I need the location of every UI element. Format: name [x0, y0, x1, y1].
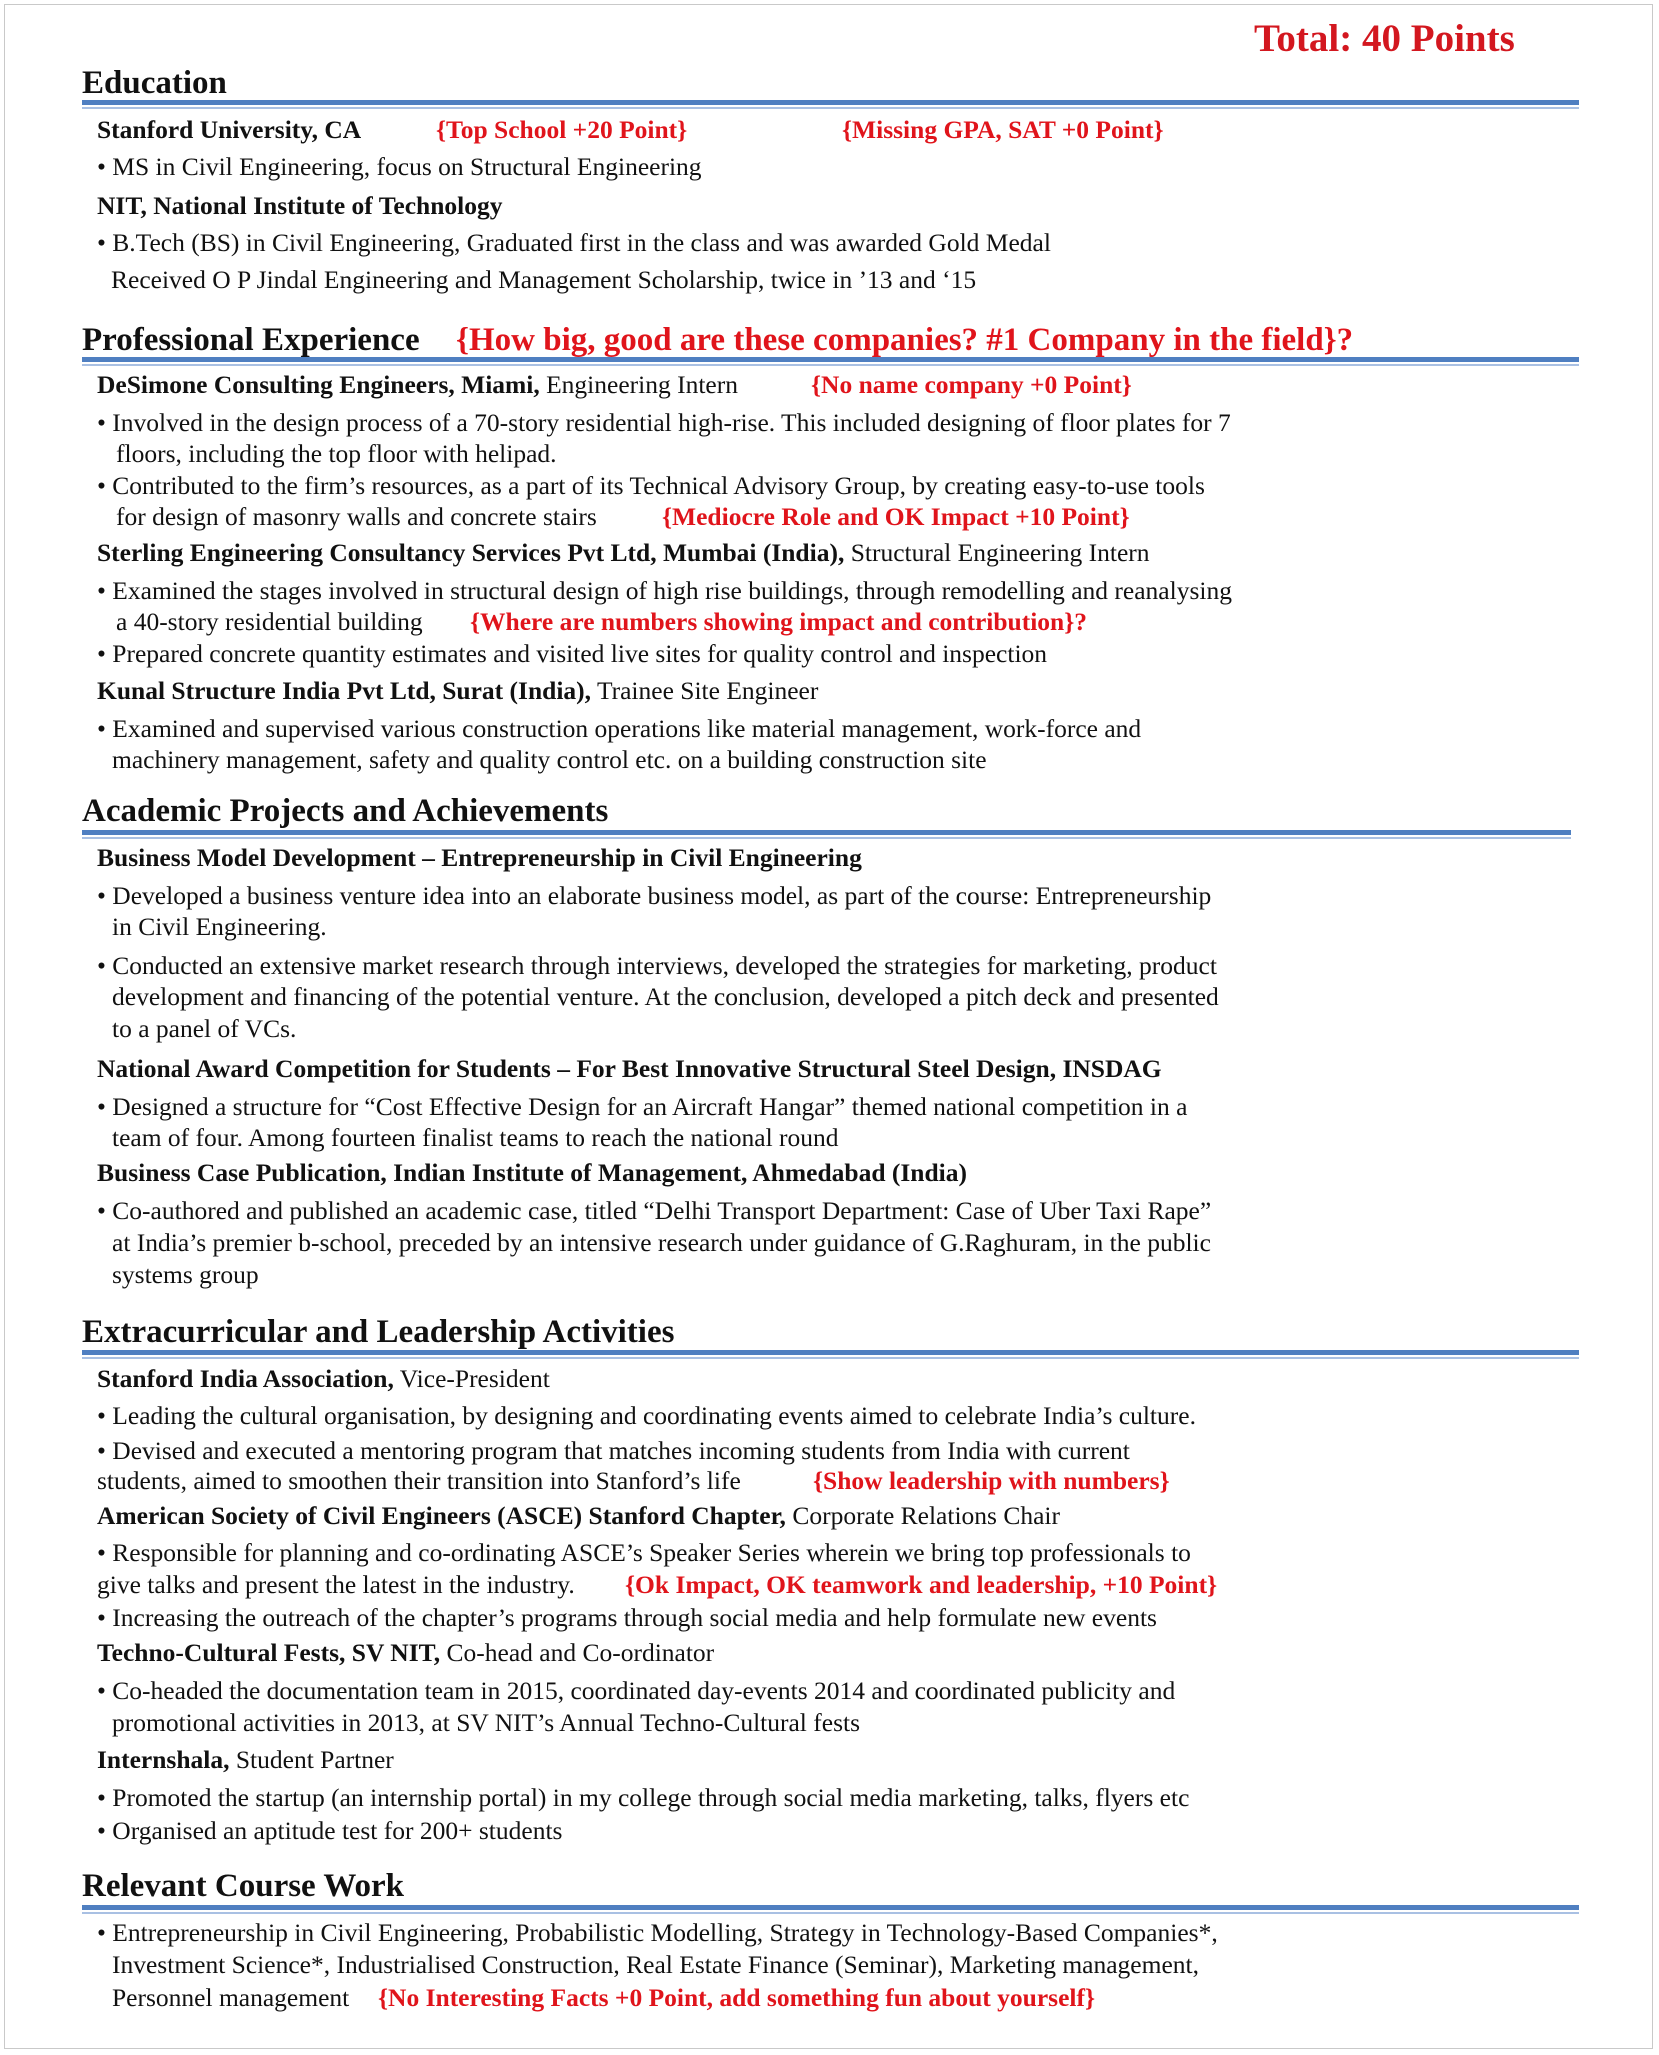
bullet: • Increasing the outreach of the chapter’s programs through social media and help formulate new events	[97, 1603, 1157, 1632]
bullet-continuation	[112, 1983, 1096, 2013]
entry-role: Vice-President	[393, 1364, 550, 1393]
section-title-education: Education	[82, 65, 227, 101]
entry-heading	[97, 370, 1132, 400]
entry-org: Sterling Engineering Consultancy Services Pvt Ltd, Mumbai (India),	[97, 538, 845, 567]
entry-org: Techno-Cultural Fests, SV NIT,	[97, 1638, 441, 1667]
entry-org: Stanford India Association,	[97, 1364, 394, 1393]
entry-role: Co-head and Co-ordinator	[440, 1638, 715, 1667]
entry-title: National Award Competition for Students – For Best Innovative Structural Steel Design, INSDAG	[97, 1054, 1162, 1083]
bullet: • Examined and supervised various construction operations like material management, work-force and	[97, 714, 1142, 743]
bullet: • Entrepreneurship in Civil Engineering, Probabilistic Modelling, Strategy in Technology-Based Companies*,	[97, 1918, 1218, 1947]
bullet: • Leading the cultural organisation, by designing and coordinating events aimed to celebrate India’s culture.	[97, 1401, 1196, 1430]
bullet: • Promoted the startup (an internship portal) in my college through social media marketing, talks, flyers etc	[97, 1783, 1190, 1812]
bullet-continuation	[116, 607, 1088, 637]
bullet-continuation: development and financing of the potential venture. At the conclusion, developed a pitch deck and presented	[112, 982, 1219, 1011]
bullet-text: Personnel management	[112, 1983, 350, 2012]
bullet-continuation	[97, 1466, 1170, 1496]
bullet-continuation	[116, 502, 1130, 532]
bullet: • Designed a structure for “Cost Effective Design for an Aircraft Hangar” themed national competition in a	[97, 1092, 1188, 1121]
bullet-continuation: floors, including the top floor with helipad.	[116, 439, 557, 468]
score-note: {Ok Impact, OK teamwork and leadership, +10 Point}	[625, 1570, 1218, 1599]
bullet: • Examined the stages involved in structural design of high rise buildings, through remodelling and reanalysing	[97, 576, 1232, 605]
bullet: • MS in Civil Engineering, focus on Structural Engineering	[97, 152, 702, 181]
bullet: • Developed a business venture idea into an elaborate business model, as part of the course: Entrepreneurship	[97, 881, 1212, 910]
bullet: • Contributed to the firm’s resources, as a part of its Technical Advisory Group, by creating easy-to-use tools	[97, 471, 1205, 500]
bullet-continuation: to a panel of VCs.	[112, 1014, 297, 1043]
section-rule	[82, 1350, 1579, 1359]
bullet: • B.Tech (BS) in Civil Engineering, Graduated first in the class and was awarded Gold Medal	[97, 228, 1051, 257]
entry-org: American Society of Civil Engineers (ASCE) Stanford Chapter,	[97, 1501, 786, 1530]
entry-org: NIT, National Institute of Technology	[97, 191, 503, 220]
score-note: {Mediocre Role and OK Impact +10 Point}	[662, 502, 1130, 531]
bullet: • Conducted an extensive market research through interviews, developed the strategies for marketing, product	[97, 951, 1217, 980]
entry-role: Structural Engineering Intern	[844, 538, 1150, 567]
bullet: • Responsible for planning and co-ordinating ASCE’s Speaker Series wherein we bring top professionals to	[97, 1538, 1191, 1567]
score-note: {Show leadership with numbers}	[813, 1466, 1170, 1495]
score-note: {How big, good are these companies? #1 Company in the field}?	[456, 322, 1354, 358]
section-title-academic: Academic Projects and Achievements	[82, 793, 609, 829]
bullet-text: students, aimed to smoothen their transition into Stanford’s life	[97, 1466, 741, 1495]
bullet: • Prepared concrete quantity estimates and visited live sites for quality control and inspection	[97, 639, 1048, 668]
total-points: Total: 40 Points	[1254, 17, 1515, 60]
section-title-coursework: Relevant Course Work	[82, 1868, 405, 1904]
bullet-continuation: team of four. Among fourteen finalist teams to reach the national round	[112, 1123, 839, 1152]
entry-heading	[97, 1638, 714, 1668]
bullet-continuation: machinery management, safety and quality control etc. on a building construction site	[112, 745, 987, 774]
entry-org: Internshala,	[97, 1745, 230, 1774]
bullet-continuation: systems group	[112, 1260, 259, 1289]
bullet-continuation: Received O P Jindal Engineering and Management Scholarship, twice in ’13 and ‘15	[111, 265, 977, 294]
bullet-text: give talks and present the latest in the industry.	[97, 1570, 575, 1599]
section-rule	[82, 357, 1579, 366]
score-note: {Top School +20 Point}	[436, 115, 688, 144]
entry-role: Corporate Relations Chair	[785, 1501, 1061, 1530]
entry-heading	[97, 538, 1150, 568]
entry-heading	[97, 1364, 550, 1394]
bullet-text: a 40-story residential building	[116, 607, 423, 636]
entry-title: Business Case Publication, Indian Institute of Management, Ahmedabad (India)	[97, 1158, 967, 1187]
entry-org: Kunal Structure India Pvt Ltd, Surat (India),	[97, 676, 592, 705]
entry-role: Engineering Intern	[539, 370, 738, 399]
bullet: • Involved in the design process of a 70-story residential high-rise. This included designing of floor plates for 7	[97, 408, 1231, 437]
entry-role: Trainee Site Engineer	[591, 676, 819, 705]
bullet-continuation	[97, 1570, 1218, 1600]
entry-heading	[97, 676, 818, 706]
bullet: • Co-authored and published an academic case, titled “Delhi Transport Department: Case of Uber Taxi Rape”	[97, 1196, 1212, 1225]
section-rule	[82, 830, 1571, 839]
bullet-continuation: Investment Science*, Industrialised Construction, Real Estate Finance (Seminar), Marketing management,	[112, 1950, 1199, 1979]
score-note: {No name company +0 Point}	[811, 370, 1132, 399]
section-rule	[82, 100, 1579, 109]
score-note: {Missing GPA, SAT +0 Point}	[842, 115, 1164, 144]
entry-org: Stanford University, CA	[97, 115, 362, 144]
entry-org: DeSimone Consulting Engineers, Miami,	[97, 370, 540, 399]
section-title-experience: Professional Experience	[82, 322, 420, 358]
bullet-text: for design of masonry walls and concrete stairs	[116, 502, 597, 531]
section-title-extracurricular: Extracurricular and Leadership Activities	[82, 1314, 675, 1350]
entry-role: Student Partner	[229, 1745, 394, 1774]
entry-heading	[97, 1745, 394, 1775]
bullet-continuation: at India’s premier b-school, preceded by an intensive research under guidance of G.Raghuram, in the public	[112, 1228, 1211, 1257]
entry-heading	[97, 115, 1164, 145]
bullet: • Co-headed the documentation team in 2015, coordinated day-events 2014 and coordinated publicity and	[97, 1676, 1176, 1705]
entry-heading	[97, 1501, 1060, 1531]
bullet: • Organised an aptitude test for 200+ students	[97, 1816, 563, 1845]
entry-title: Business Model Development – Entrepreneurship in Civil Engineering	[97, 843, 862, 872]
section-heading-row	[82, 320, 1354, 360]
bullet: • Devised and executed a mentoring program that matches incoming students from India with current	[97, 1436, 1130, 1465]
score-note: {Where are numbers showing impact and contribution}?	[470, 607, 1088, 636]
bullet-continuation: promotional activities in 2013, at SV NIT’s Annual Techno-Cultural fests	[112, 1708, 861, 1737]
score-note: {No Interesting Facts +0 Point, add something fun about yourself}	[378, 1983, 1096, 2012]
section-rule	[82, 1905, 1579, 1914]
bullet-continuation: in Civil Engineering.	[112, 912, 327, 941]
